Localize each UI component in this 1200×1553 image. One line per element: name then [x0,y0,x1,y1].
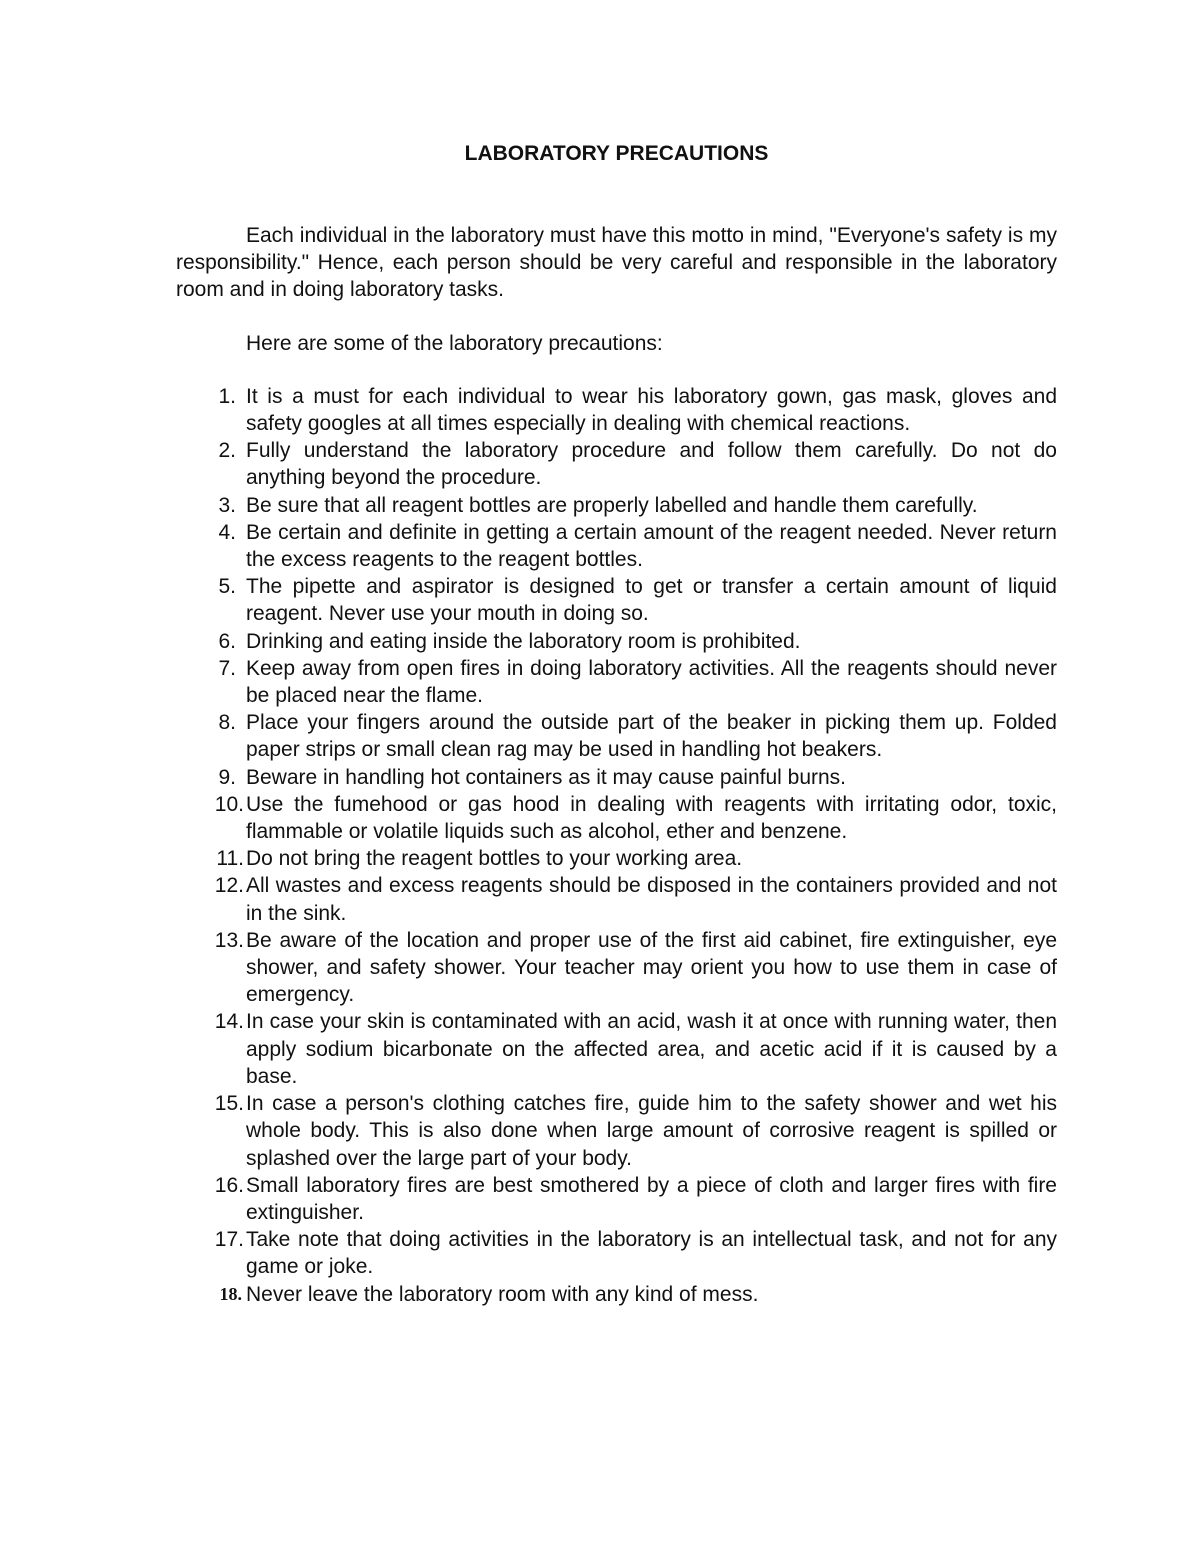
list-item [176,1226,1057,1280]
item-text: In case your skin is contaminated with an acid, wash it at once with running water, then apply sodium bicarbonate on the affected area, and acetic acid if it is caused by a base. [246,1010,1057,1088]
list-lead-text: Here are some of the laboratory precautions: [246,331,663,355]
item-text: Be sure that all reagent bottles are properly labelled and handle them carefully. [246,493,978,517]
item-number: 3. [218,493,236,517]
list-item [176,872,1057,926]
list-item [176,437,1057,491]
list-item [176,1172,1057,1226]
item-text: Drinking and eating inside the laboratory room is prohibited. [246,629,801,653]
item-text: Use the fumehood or gas hood in dealing with reagents with irritating odor, toxic, flammable or volatile liquids such as alcohol, ether and benzene. [246,792,1057,844]
item-number: 14. [214,1010,244,1034]
intro-paragraph: Each individual in the laboratory must have this motto in mind, "Everyone's safety is my responsibility." Hence, each person should be very careful and responsible in the laboratory room and in doing laboratory tasks. [176,224,1057,302]
item-number: 10. [214,792,244,816]
list-item [176,492,1057,519]
item-text: Take note that doing activities in the laboratory is an intellectual task, and not for any game or joke. [246,1228,1057,1279]
list-item [176,519,1057,573]
item-text: In case a person's clothing catches fire, guide him to the safety shower and wet his whole body. This is also done when large amount of corrosive reagent is spilled or splashed over the large part of your body. [246,1092,1057,1170]
item-number: 16. [214,1173,244,1197]
item-text: Be aware of the location and proper use of the first aid cabinet, fire extinguisher, eye shower, and safety shower. Your teacher may orient you how to use them in case of emergency. [246,928,1057,1007]
item-text: Fully understand the laboratory procedure and follow them carefully. Do not do anything beyond the procedure. [246,439,1057,490]
item-text: Beware in handling hot containers as it may cause painful burns. [246,765,847,789]
list-item [176,655,1057,709]
list-item [176,709,1057,763]
list-item [176,573,1057,627]
item-number: 6. [218,629,236,653]
item-number: 12. [214,874,244,898]
item-text: Keep away from open fires in doing laboratory activities. All the reagents should never be placed near the flame. [246,656,1057,708]
item-text: The pipette and aspirator is designed to get or transfer a certain amount of liquid reagent. Never use your mouth in doing so. [246,575,1057,626]
item-number: 4. [218,520,236,544]
item-number: 5. [218,575,236,599]
item-number: 15. [214,1092,244,1116]
item-number: 17. [214,1228,244,1252]
item-number: 7. [218,656,236,680]
item-number: 13. [214,928,244,952]
document-page [176,140,1057,1308]
item-number: 18. [219,1283,242,1304]
list-item [176,927,1057,1009]
list-item [176,764,1057,791]
item-text: Place your fingers around the outside part of the beaker in picking them up. Folded paper strips or small clean rag may be used in handling hot beakers. [246,711,1057,762]
item-text: Be certain and definite in getting a certain amount of the reagent needed. Never return the excess reagents to the reagent bottles. [246,520,1057,572]
item-number: 8. [218,711,236,735]
item-number: 9. [218,765,236,789]
list-item [176,791,1057,845]
list-item [176,1090,1057,1172]
list-item [176,845,1057,872]
precautions-list [176,383,1057,1308]
item-text: It is a must for each individual to wear his laboratory gown, gas mask, gloves and safety googles at all times especially in dealing with chemical reactions. [246,384,1057,436]
item-number: 1. [218,384,236,408]
list-item [176,1281,1057,1308]
item-text: Small laboratory fires are best smothered by a piece of cloth and larger fires with fire extinguisher. [246,1173,1057,1224]
list-item [176,383,1057,437]
list-item [176,628,1057,655]
item-number: 2. [218,439,236,463]
item-text: Never leave the laboratory room with any kind of mess. [246,1282,759,1306]
page-title: LABORATORY PRECAUTIONS [464,142,769,165]
item-text: Do not bring the reagent bottles to your working area. [246,847,743,871]
item-number: 11. [216,847,244,871]
list-item [176,1008,1057,1090]
item-text: All wastes and excess reagents should be disposed in the containers provided and not in the sink. [246,874,1057,925]
